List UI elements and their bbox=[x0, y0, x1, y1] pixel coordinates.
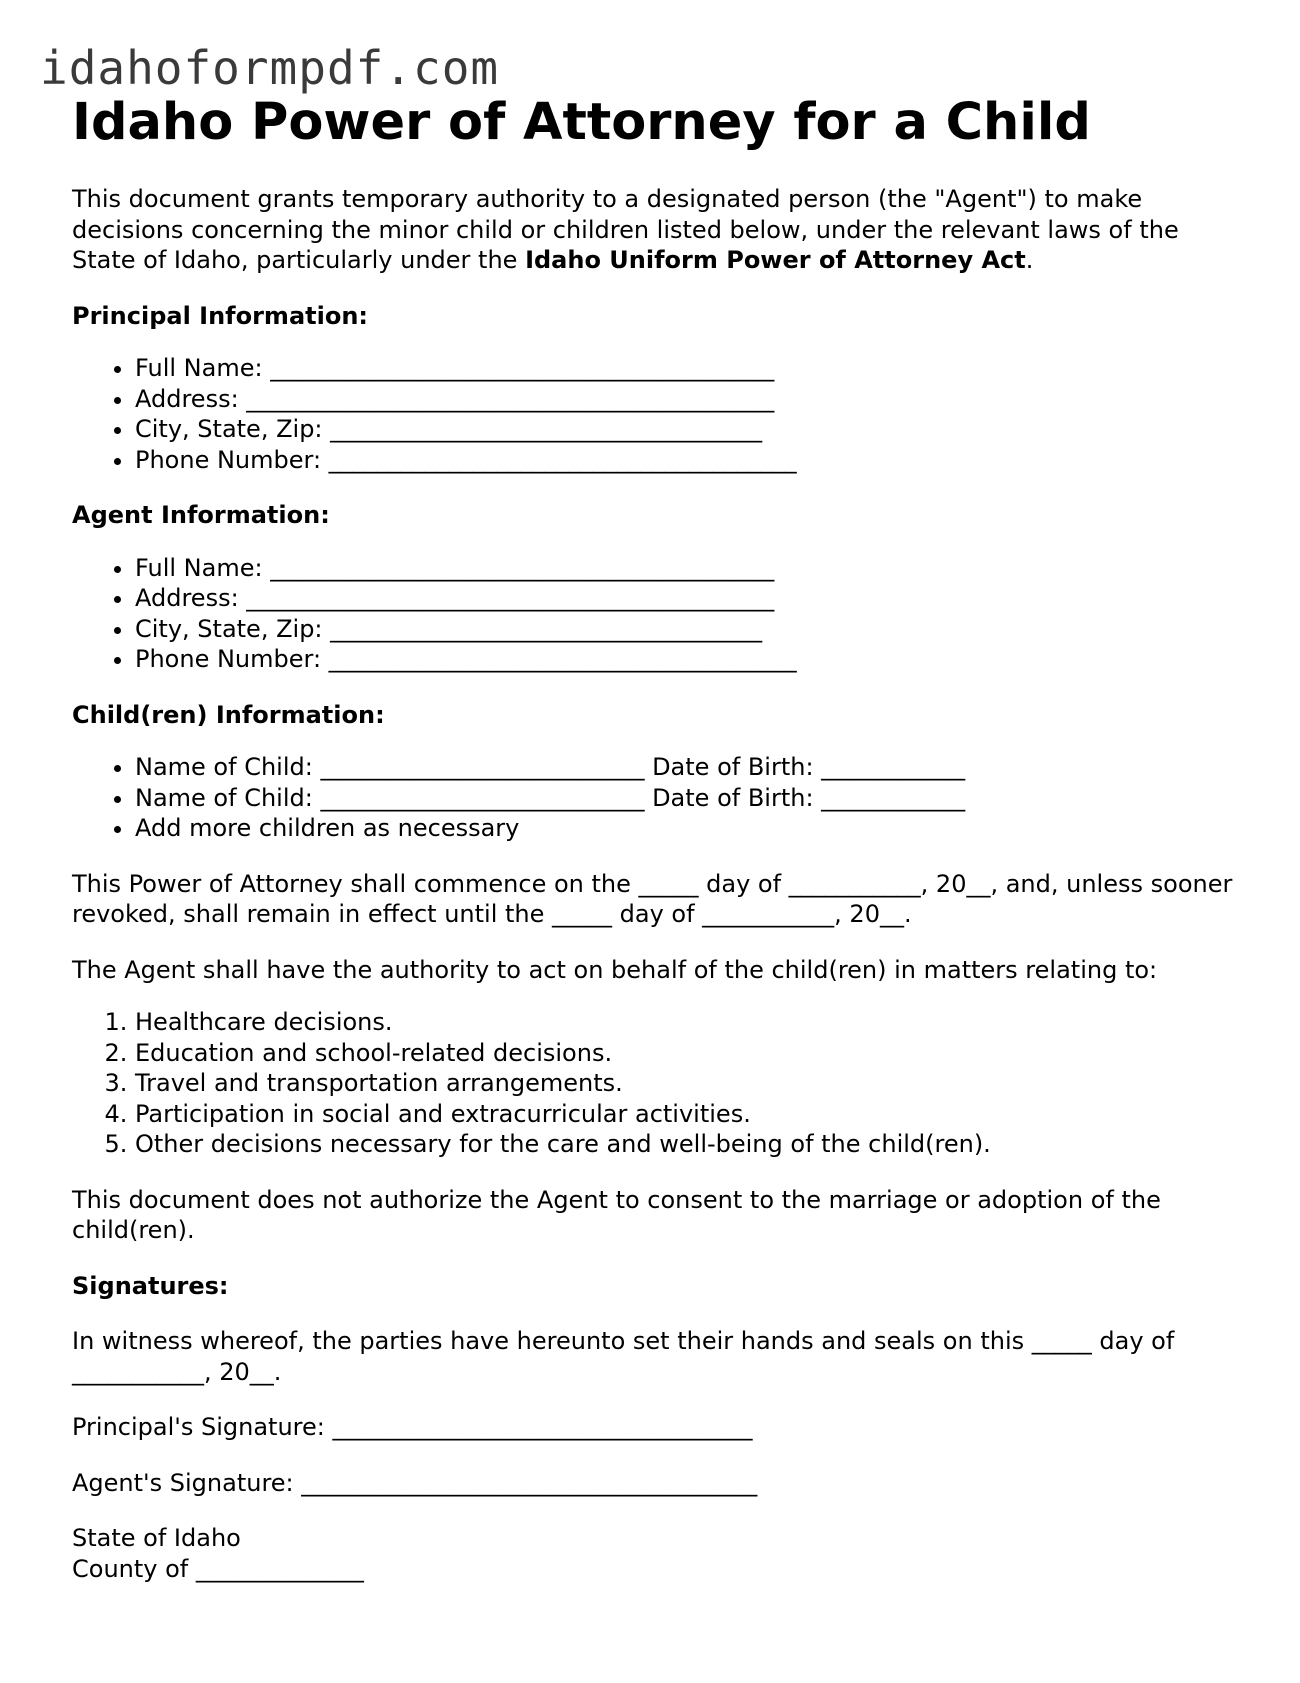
agent-heading: Agent Information: bbox=[72, 501, 330, 529]
principal-city-state-zip: • City, State, Zip: ____________________________________ bbox=[135, 414, 1242, 445]
children-list bbox=[72, 752, 1242, 844]
child-entry: • Name of Child: ___________________________ Date of Birth: ____________ bbox=[135, 752, 1242, 783]
intro-paragraph bbox=[72, 184, 1242, 276]
agent-address: • Address: ____________________________________________ bbox=[135, 583, 1242, 614]
witness-paragraph: In witness whereof, the parties have hereunto set their hands and seals on this _____ day of ___________, 20__. bbox=[72, 1327, 1175, 1386]
principal-heading: Principal Information: bbox=[72, 301, 369, 330]
agent-signature-line: Agent's Signature: ______________________________________ bbox=[72, 1468, 758, 1497]
intro-text: This document grants temporary authority to a designated person (the "Agent") to make decisions concerning the minor child or children listed below, under the relevant laws of the State of Idaho, particularly under the bbox=[72, 185, 1179, 274]
watermark-text: idahoformpdf.com bbox=[40, 41, 500, 95]
authority-list bbox=[72, 1007, 1242, 1160]
document-page bbox=[72, 92, 1242, 1584]
children-heading: Child(ren) Information: bbox=[72, 700, 385, 729]
agent-list bbox=[72, 553, 1242, 675]
agent-phone: • Phone Number: _______________________________________ bbox=[135, 644, 1242, 675]
child-entry: • Name of Child: ___________________________ Date of Birth: ____________ bbox=[135, 783, 1242, 814]
principal-list bbox=[72, 353, 1242, 475]
authority-item: 2. Education and school-related decisions. bbox=[135, 1038, 1242, 1069]
signatures-heading: Signatures: bbox=[72, 1271, 229, 1300]
notary-state: State of Idaho bbox=[72, 1524, 241, 1552]
principal-signature-line: Principal's Signature: ___________________________________ bbox=[72, 1413, 753, 1441]
term-paragraph: This Power of Attorney shall commence on the _____ day of ___________, 20__, and, unless sooner revoked, shall remain in effect until the _____ day of ___________, 20__. bbox=[72, 869, 1233, 928]
act-name: Idaho Uniform Power of Attorney Act bbox=[525, 246, 1026, 274]
principal-phone: • Phone Number: _______________________________________ bbox=[135, 445, 1242, 476]
notary-county: County of ______________ bbox=[72, 1554, 364, 1583]
authority-item: 1. Healthcare decisions. bbox=[135, 1007, 1242, 1038]
authority-item: 4. Participation in social and extracurricular activities. bbox=[135, 1099, 1242, 1130]
agent-full-name: • Full Name: __________________________________________ bbox=[135, 553, 1242, 584]
principal-full-name: • Full Name: __________________________________________ bbox=[135, 353, 1242, 384]
add-more-children-note: • Add more children as necessary bbox=[135, 813, 1242, 844]
authority-item: 5. Other decisions necessary for the care and well-being of the child(ren). bbox=[135, 1129, 1242, 1160]
agent-city-state-zip: • City, State, Zip: ____________________________________ bbox=[135, 614, 1242, 645]
principal-address: • Address: ____________________________________________ bbox=[135, 384, 1242, 415]
intro-end: . bbox=[1025, 246, 1034, 274]
authority-item: 3. Travel and transportation arrangements. bbox=[135, 1068, 1242, 1099]
limitation-paragraph: This document does not authorize the Agent to consent to the marriage or adoption of the child(ren). bbox=[72, 1185, 1161, 1244]
authority-intro: The Agent shall have the authority to act on behalf of the child(ren) in matters relating to: bbox=[72, 955, 1158, 984]
document-title: Idaho Power of Attorney for a Child bbox=[72, 93, 1091, 152]
